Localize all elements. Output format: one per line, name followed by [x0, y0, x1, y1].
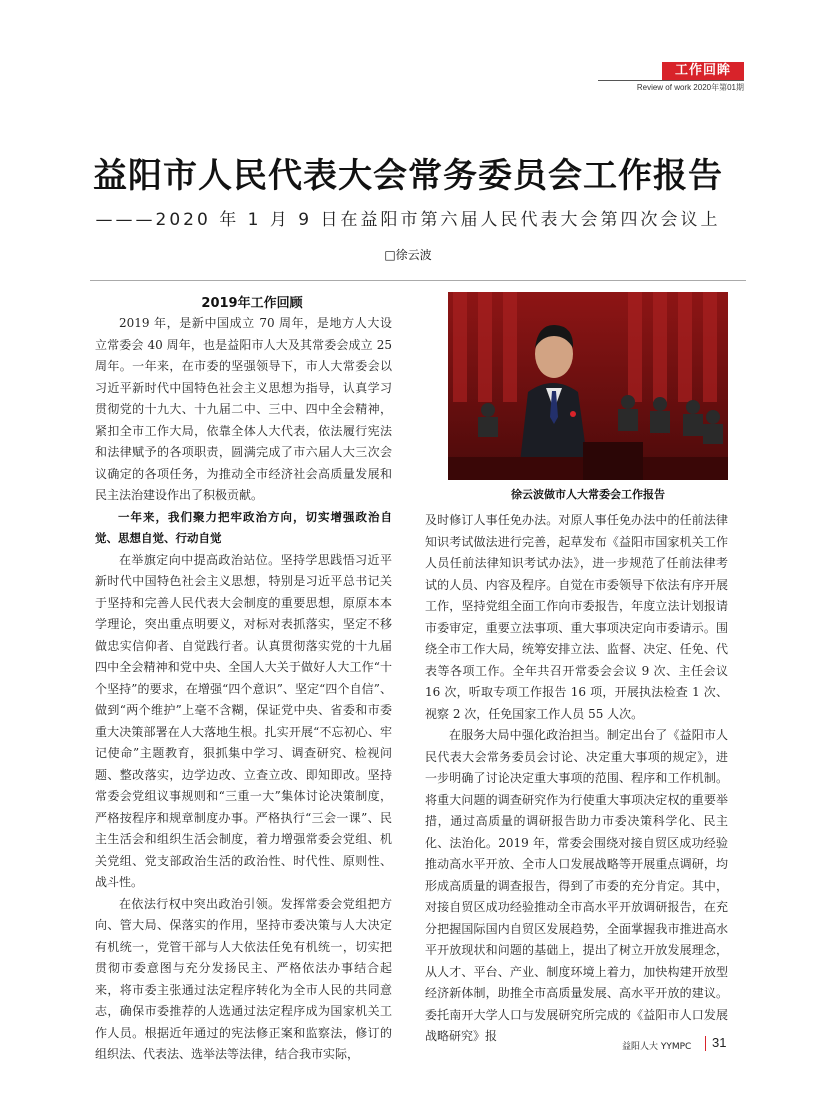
photo-caption: 徐云波做市人大常委会工作报告: [511, 488, 665, 501]
subsection-heading: 一年来，我们聚力把牢政治方向，切实增强政治自觉、思想自觉、行动自觉: [95, 509, 392, 545]
page-title: 益阳市人民代表大会常务委员会工作报告: [93, 156, 723, 196]
paragraph: 在服务大局中强化政治担当。制定出台了《益阳市人民代表大会常务委员会讨论、决定重大事项的规定》，进一步明确了讨论决定重大事项的范围、程序和工作机制。将重大问题的调查研究作为行使重大事项决定权的重要举措，通过高质量的调研报告助力市委决策科学化、民主化、法治化。2019 年，常委会围绕对接自贸区成功经验推动高水平开放、全市人口发展战略等开展重点调研，均形成高质量的调查报告，得到了市委的充分肯定。其中，对接自贸区成功经验推动全市高水平开放调研报告，在充分把握国际国内自贸区发展趋势，全面掌握我市推进高水平开放现状和问题的基础上，提出了树立开放发展理念，从人才、平台、产业、制度环境上着力，加快构建开放型经济新体制，助推全市高质量发展、高水平开放的建议。委托南开大学人口与发展研究所完成的《益阳市人口发展战略研究》报: [425, 728, 728, 1043]
paragraph: 及时修订人事任免办法。对原人事任免办法中的任前法律知识考试做法进行完善，起草发布《益阳市国家机关工作人员任前法律知识考试办法》，进一步规范了任前法律考试的人员、内容及程序。自觉在市委领导下依法有序开展工作，坚持党组全面工作向市委报告，年度立法计划报请市委审定，重要立法事项、重大事项决定向市委请示。围绕全市工作大局，统筹安排立法、监督、决定、任免、代表等各项工作。全年共召开常委会会议 9 次、主任会议 16 次，听取专项工作报告 16 项，开展执法检查 1 次、视察 2 次，任免国家工作人员 55 人次。: [425, 513, 728, 721]
issue-label: Review of work 2020年第01期: [636, 83, 744, 92]
speaker-photo: [448, 292, 728, 480]
page-subtitle: ———2020 年 1 月 9 日在益阳市第六届人民代表大会第四次会议上: [95, 210, 721, 230]
title-divider: [90, 280, 746, 281]
paragraph: 在依法行权中突出政治引领。发挥常委会党组把方向、管大局、保落实的作用，坚持市委决策与人大决定有机统一，党管干部与人大依法任免有机统一，切实把贯彻市委意图与充分发扬民主、严格依法办事结合起来，将市委主张通过法定程序转化为全市人民的共同意志，确保市委推荐的人选通过法定程序成为国家机关工作人员。根据近年通过的宪法修正案和监察法，修订的组织法、代表法、选举法等法律，结合我市实际，: [95, 896, 392, 1061]
right-column: [425, 510, 728, 1048]
header-rule: [598, 80, 744, 81]
paragraph: 2019 年，是新中国成立 70 周年，是地方人大设立常委会 40 周年，也是益阳市人大及其常委会成立 25 周年。一年来，在市委的坚强领导下，市人大常委会以习近平新时代中国特色社会主义思想为指导，认真学习贯彻党的十九大、十九届二中、三中、四中全会精神，紧扣全市工作大局，依靠全体人大代表，依法履行宪法和法律赋予的各项职责，圆满完成了市六届人大三次会议确定的各项任务，为推动全市经济社会高质量发展和民主法治建设作出了积极贡献。: [95, 316, 392, 502]
author-byline: □徐云波: [384, 248, 432, 262]
page-number: 31: [712, 1035, 727, 1050]
paragraph: 在举旗定向中提高政治站位。坚持学思践悟习近平新时代中国特色社会主义思想，特别是习近平总书记关于坚持和完善人民代表大会制度的重要思想，原原本本学理论，突出重点明要义，对标对表抓落实，坚定不移做忠实信仰者、自觉践行者。认真贯彻落实党的十九届四中全会精神和党中央、全国人大关于做好人大工作“十个坚持”的要求，在增强“四个意识”、坚定“四个自信”、做到“两个维护”上毫不含糊，保证党中央、省委和市委重大决策部署在人大落地生根。扎实开展“不忘初心、牢记使命”主题教育，狠抓集中学习、调查研究、检视问题、整改落实，边学边改、立查立改、即知即改。坚持常委会党组议事规则和“三重一大”集体讨论决策制度，严格按程序和规章制度办事。严格执行“三会一课”、民主生活会和组织生活会制度，着力增强常委会党组、机关党组、党支部政治生活的政治性、时代性、原则性、战斗性。: [95, 552, 392, 889]
left-column: [95, 313, 392, 1066]
footer-brand: 益阳人大 YYMPC: [622, 1042, 692, 1052]
section-badge: 工作回眸: [662, 62, 744, 80]
footer-separator: [705, 1036, 706, 1051]
section-heading: 2019年工作回顾: [201, 296, 303, 311]
